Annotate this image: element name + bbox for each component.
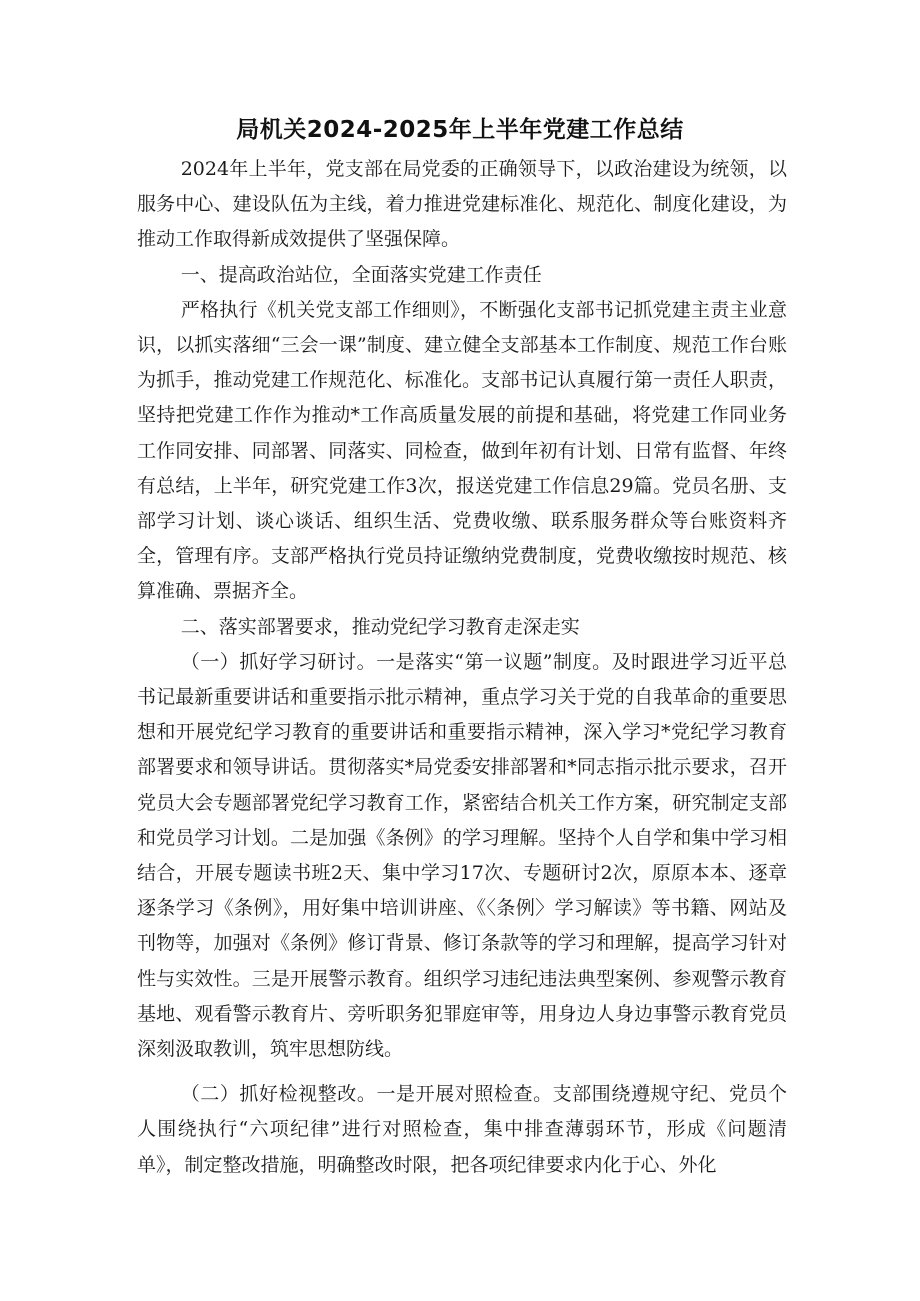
document-title: 局机关2024-2025年上半年党建工作总结	[236, 117, 684, 143]
document-body	[137, 152, 787, 1183]
section-heading-1: 一、提高政治站位，全面落实党建工作责任	[180, 263, 542, 286]
subsection-1-paragraph: （一）抓好学习研讨。一是落实“第一议题”制度。及时跟进学习近平总书记最新重要讲话和重要指示批示精神，重点学习关于党的自我革命的重要思想和开展党纪学习教育的重要讲话和重要指示精神，深入学习*党纪学习教育部署要求和领导讲话。贯彻落实*局党委安排部署和*同志指示批示要求，召开党员大会专题部署党纪学习教育工作，紧密结合机关工作方案，研究制定支部和党员学习计划。二是加强《条例》的学习理解。坚持个人自学和集中学习相结合，开展专题读书班2天、集中学习17次、专题研讨2次，原原本本、逐章逐条学习《条例》，用好集中培训讲座、《〈条例〉学习解读》等书籍、网站及刊物等，加强对《条例》修订背景、修订条款等的学习和理解，提高学习针对性与实效性。三是开展警示教育。组织学习违纪违法典型案例、参观警示教育基地、观看警示教育片、旁听职务犯罪庭审等，用身边人身边事警示教育党员深刻汲取教训，筑牢思想防线。	[137, 650, 787, 1061]
intro-paragraph: 2024年上半年，党支部在局党委的正确领导下，以政治建设为统领，以服务中心、建设队伍为主线，着力推进党建标准化、规范化、制度化建设，为推动工作取得新成效提供了坚强保障。	[137, 158, 787, 251]
subsection-2-paragraph: （二）抓好检视整改。一是开展对照检查。支部围绕遵规守纪、党员个人围绕执行“六项纪律”进行对照检查，集中排查薄弱环节，形成《问题清单》，制定整改措施，明确整改时限，把各项纪律要求内化于心、外化	[137, 1083, 787, 1176]
section-heading-2: 二、落实部署要求，推动党纪学习教育走深走实	[180, 615, 580, 638]
section-1-paragraph: 严格执行《机关党支部工作细则》，不断强化支部书记抓党建主责主业意识，以抓实落细“三会一课”制度、建立健全支部基本工作制度、规范工作台账为抓手，推动党建工作规范化、标准化。支部书记认真履行第一责任人职责，坚持把党建工作作为推动*工作高质量发展的前提和基础，将党建工作同业务工作同安排、同部署、同落实、同检查，做到年初有计划、日常有监督、年终有总结，上半年，研究党建工作3次，报送党建工作信息29篇。党员名册、支部学习计划、谈心谈话、组织生活、党费收缴、联系服务群众等台账资料齐全，管理有序。支部严格执行党员持证缴纳党费制度，党费收缴按时规范、核算准确、票据齐全。	[137, 298, 787, 603]
